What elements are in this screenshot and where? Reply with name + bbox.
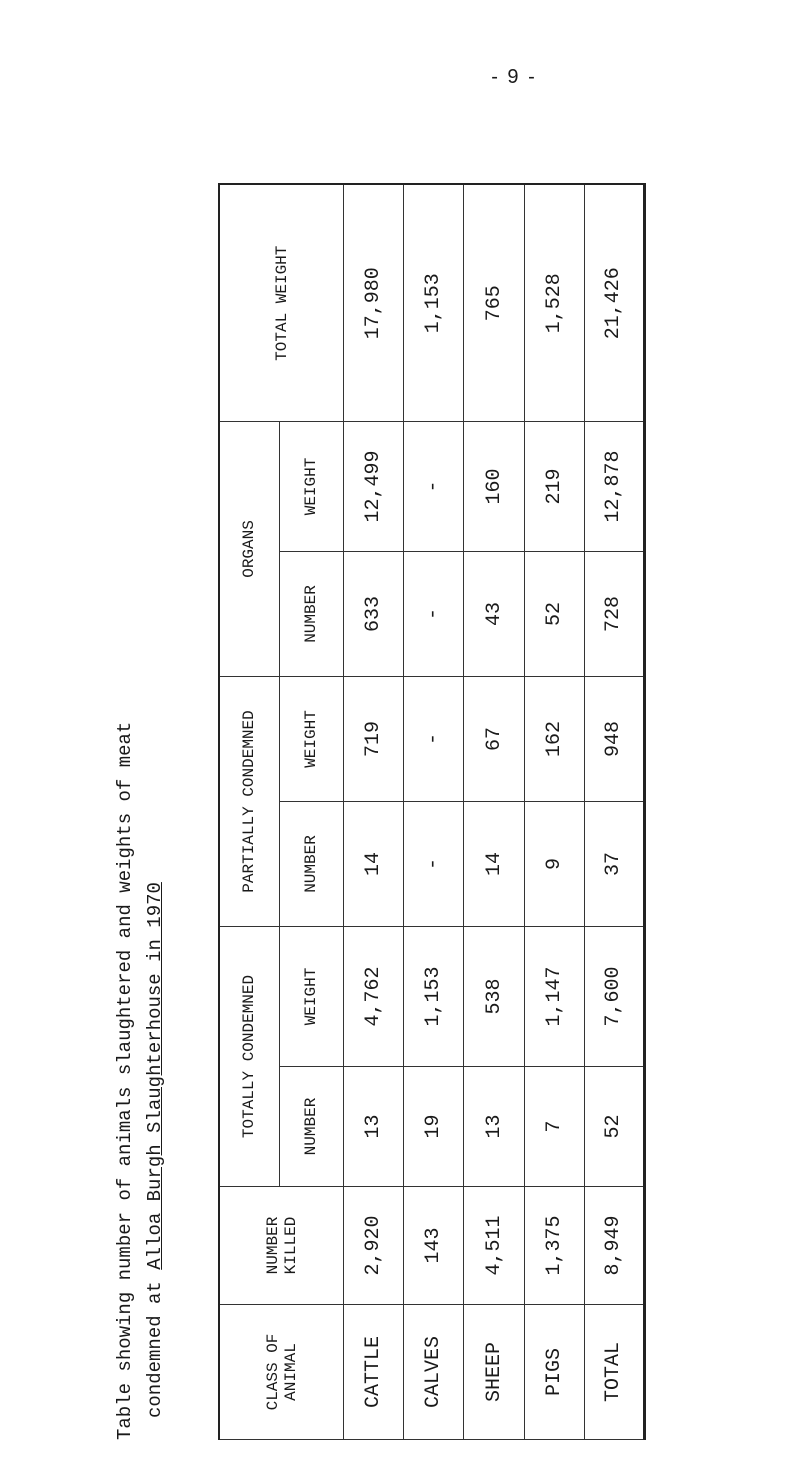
header-class-of-animal: CLASS OF ANIMAL	[219, 1305, 344, 1440]
tc-weight-cell: 4,762	[344, 926, 404, 1066]
organs-number-cell: -	[404, 551, 464, 676]
organs-number-cell: 43	[464, 551, 524, 676]
table-row	[524, 184, 584, 1439]
killed-cell: 1,375	[524, 1187, 584, 1305]
table-row	[404, 184, 464, 1439]
tc-weight-cell: 1,153	[404, 926, 464, 1066]
table-row	[344, 184, 404, 1439]
pc-weight-cell: 719	[344, 676, 404, 801]
pc-number-cell: 9	[524, 801, 584, 926]
total-weight-cell: 17,980	[344, 184, 404, 421]
organs-number-cell: 633	[344, 551, 404, 676]
caption-line-1: Table showing number of animals slaughtered and weights of meat	[114, 721, 136, 1440]
killed-cell: 2,920	[344, 1187, 404, 1305]
class-cell: TOTAL	[584, 1305, 644, 1440]
tc-number-cell: 7	[524, 1067, 584, 1187]
pc-weight-cell: 948	[584, 676, 644, 801]
header-tc-weight: WEIGHT	[279, 926, 343, 1066]
total-weight-cell: 1,153	[404, 184, 464, 421]
page-number: - 9 -	[491, 66, 537, 88]
header-pc-weight: WEIGHT	[279, 676, 343, 801]
organs-number-cell: 728	[584, 551, 644, 676]
tc-number-cell: 13	[464, 1067, 524, 1187]
pc-weight-cell: -	[404, 676, 464, 801]
pc-number-cell: 14	[464, 801, 524, 926]
organs-weight-cell: 12,499	[344, 421, 404, 551]
table-row	[464, 184, 524, 1439]
total-weight-cell: 21,426	[584, 184, 644, 421]
organs-weight-cell: 160	[464, 421, 524, 551]
organs-weight-cell: -	[404, 421, 464, 551]
tc-weight-cell: 538	[464, 926, 524, 1066]
class-cell: CALVES	[404, 1305, 464, 1440]
class-cell: PIGS	[524, 1305, 584, 1440]
tc-weight-cell: 1,147	[524, 926, 584, 1066]
pc-weight-cell: 67	[464, 676, 524, 801]
killed-cell: 4,511	[464, 1187, 524, 1305]
pc-weight-cell: 162	[524, 676, 584, 801]
tc-weight-cell: 7,600	[584, 926, 644, 1066]
caption-line-2-prefix: condemned at	[144, 1269, 166, 1418]
tc-number-cell: 19	[404, 1067, 464, 1187]
total-weight-cell: 765	[464, 184, 524, 421]
header-organs: ORGANS	[219, 421, 279, 676]
pc-number-cell: 37	[584, 801, 644, 926]
condemned-meat-table	[218, 183, 646, 1440]
class-cell: SHEEP	[464, 1305, 524, 1440]
organs-weight-cell: 219	[524, 421, 584, 551]
class-cell: CATTLE	[344, 1305, 404, 1440]
pc-number-cell: 14	[344, 801, 404, 926]
killed-cell: 143	[404, 1187, 464, 1305]
header-organs-weight: WEIGHT	[279, 421, 343, 551]
header-total-weight: TOTAL WEIGHT	[219, 184, 344, 421]
tc-number-cell: 13	[344, 1067, 404, 1187]
header-organs-number: NUMBER	[279, 551, 343, 676]
header-pc-number: NUMBER	[279, 801, 343, 926]
organs-number-cell: 52	[524, 551, 584, 676]
header-partially-condemned: PARTIALLY CONDEMNED	[219, 676, 279, 926]
caption-line-2	[140, 185, 170, 1440]
caption-line-2-place: Alloa Burgh Slaughterhouse in 1970	[144, 882, 166, 1270]
pc-number-cell: -	[404, 801, 464, 926]
total-weight-cell: 1,528	[524, 184, 584, 421]
killed-cell: 8,949	[584, 1187, 644, 1305]
header-number-killed: NUMBER KILLED	[219, 1187, 344, 1305]
table-row-total	[584, 184, 644, 1439]
tc-number-cell: 52	[584, 1067, 644, 1187]
organs-weight-cell: 12,878	[584, 421, 644, 551]
header-totally-condemned: TOTALLY CONDEMNED	[219, 926, 279, 1186]
rotated-table-frame	[110, 185, 650, 1440]
header-tc-number: NUMBER	[279, 1067, 343, 1187]
table-caption	[110, 185, 170, 1440]
